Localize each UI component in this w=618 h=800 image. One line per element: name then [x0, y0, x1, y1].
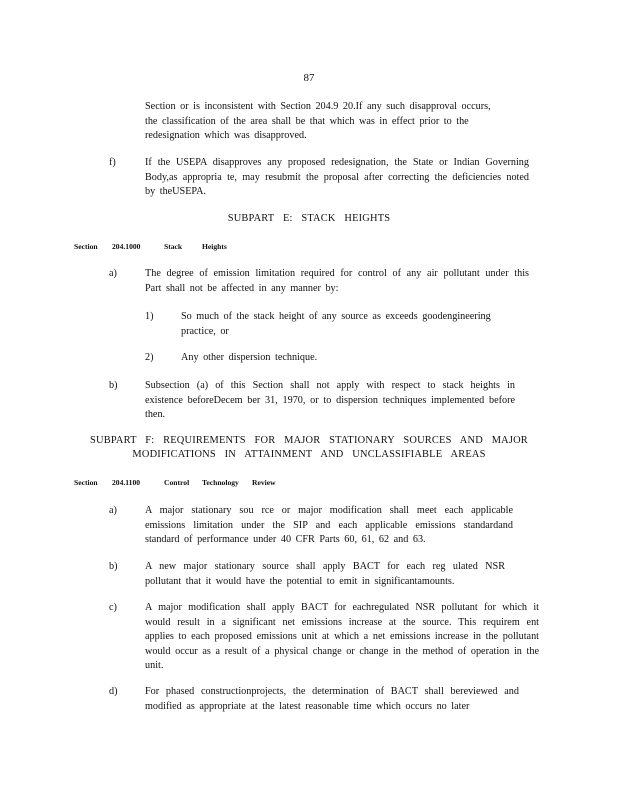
subpart-f-heading-line-1: SUBPART F: REQUIREMENTS FOR MAJOR STATIONARY SOURCES AND MAJOR: [90, 435, 528, 446]
section-title-word: Technology: [202, 478, 239, 487]
item-marker: c): [109, 602, 117, 613]
subpart-f-heading-line-2: MODIFICATIONS IN ATTAINMENT AND UNCLASSIFIABLE AREAS: [132, 449, 486, 460]
item-text: For phased constructionprojects, the determination of BACT shall bereviewed and modified as appropriate at the latest reasonable time which occurs no later: [145, 686, 519, 712]
item-text: A major stationary sou rce or major modification shall meet each applicable emissions limitation under the SIP and each applicable emissions standardand standard of performance under 40 CFR Parts 60, 61, 62 and 63.: [145, 505, 513, 545]
section-label: Section: [74, 242, 98, 251]
item-marker: a): [109, 268, 117, 279]
section-label: Section: [74, 478, 98, 487]
item-text: Subsection (a) of this Section shall not apply with respect to stack heights in existence beforeDecem ber 31, 1970, or to dispersion techniques implemented before then.: [145, 380, 515, 420]
subitem-text: Any other dispersion technique.: [181, 352, 318, 363]
section-title-word: Review: [252, 478, 276, 487]
section-title-word: Stack: [164, 242, 183, 251]
section-number: 204.1000: [112, 242, 141, 251]
item-text: A major modification shall apply BACT for eachregulated NSR pollutant for which it would result in a significant net emissions increase at the source. This requirem ent applies to each proposed emissions unit at which a net emissions increase in the pollutant would occur as a result of a physical change or change in the method of operation in the unit.: [145, 602, 539, 671]
section-title-word: Heights: [202, 242, 227, 251]
subpart-e-heading: SUBPART E: STACK HEIGHTS: [227, 213, 391, 224]
item-marker: b): [109, 561, 118, 572]
item-f-text: If the USEPA disapproves any proposed redesignation, the State or Indian Governing Body,as appropria te, may resubmit the proposal after correcting the deficiencies noted by theUSEPA.: [145, 157, 529, 197]
section-title-word: Control: [164, 478, 190, 487]
subitem-marker: 2): [145, 352, 154, 363]
item-marker-f: f): [109, 157, 116, 168]
continuation-paragraph: Section or is inconsistent with Section 204.9 20.If any such disapproval occurs, the classification of the area shall be that which was in effect prior to the redesignation which was disapproved.: [145, 101, 491, 141]
page-number: 87: [303, 72, 315, 84]
section-heading-204-1000: [74, 242, 227, 252]
item-text: The degree of emission limitation required for control of any air pollutant under this Part shall not be affected in any manner by:: [145, 268, 529, 294]
subitem-text: So much of the stack height of any source as exceeds goodengineering practice, or: [181, 311, 491, 337]
item-marker: b): [109, 380, 118, 391]
subitem-marker: 1): [145, 311, 154, 322]
section-heading-204-1100: [74, 478, 276, 488]
item-marker: a): [109, 505, 117, 516]
item-text: A new major stationary source shall apply BACT for each reg ulated NSR pollutant that it would have the potential to emit in significantamounts.: [145, 561, 505, 587]
item-marker: d): [109, 686, 118, 697]
section-number: 204.1100: [112, 478, 141, 487]
